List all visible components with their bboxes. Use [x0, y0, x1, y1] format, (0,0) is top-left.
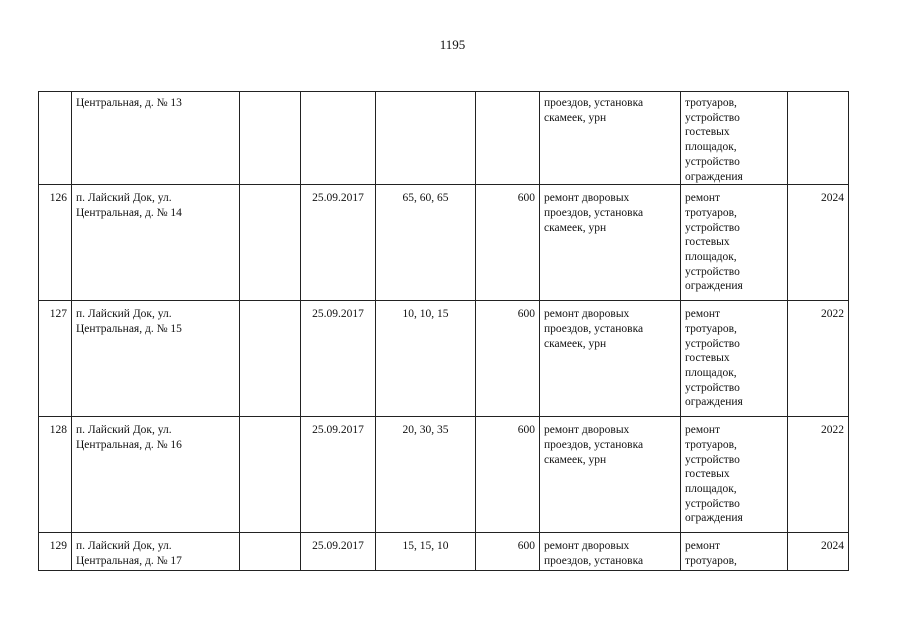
date-value: 25.09.2017 [312, 308, 364, 321]
works-primary-cell [540, 417, 681, 533]
address-line: Центральная, д. № 15 [76, 322, 182, 335]
row-number: 127 [49, 308, 67, 321]
works-secondary-line: тротуаров, [685, 97, 737, 109]
works-secondary-line: тротуаров, [685, 438, 737, 451]
works-primary-line: проездов, установка [544, 206, 644, 219]
works-primary-line: проездов, установка [544, 322, 644, 335]
works-primary-line: проездов, установка [544, 554, 644, 567]
address-line: Центральная, д. № 16 [76, 438, 182, 451]
values-cell [376, 92, 476, 185]
works-secondary-line: гостевых [685, 236, 730, 249]
row-number-cell [39, 185, 72, 301]
works-primary-line: скамеек, урн [544, 111, 607, 124]
table-row [39, 185, 849, 301]
date-cell [301, 185, 376, 301]
address-line: п. Лайский Док, ул. [76, 308, 172, 321]
date-cell [301, 92, 376, 185]
works-primary-line: ремонт дворовых [544, 424, 630, 437]
works-secondary-line: гостевых [685, 468, 730, 481]
works-secondary-line: ограждения [685, 170, 743, 183]
year-cell [788, 533, 849, 571]
address-cell [72, 301, 240, 417]
works-secondary-line: ограждения [685, 512, 743, 525]
values-value: 20, 30, 35 [402, 424, 449, 437]
works-secondary-line: устройство [685, 381, 740, 394]
address-cell [72, 417, 240, 533]
works-secondary-line: устройство [685, 155, 740, 168]
quantity-value: 600 [517, 308, 535, 321]
values-cell [376, 533, 476, 571]
works-secondary-line: тротуаров, [685, 322, 737, 335]
address-cell [72, 185, 240, 301]
quantity-value: 600 [517, 540, 535, 553]
row-number: 128 [49, 424, 67, 437]
row-number-cell [39, 417, 72, 533]
works-secondary-line: устройство [685, 497, 740, 510]
empty-cell [240, 533, 301, 571]
quantity-cell [476, 301, 540, 417]
works-secondary-line: ремонт [685, 540, 721, 553]
year-value: 2022 [821, 308, 844, 321]
year-cell [788, 417, 849, 533]
quantity-cell [476, 92, 540, 185]
year-value: 2024 [821, 540, 844, 553]
year-cell [788, 92, 849, 185]
address-line: п. Лайский Док, ул. [76, 424, 172, 437]
values-value: 15, 15, 10 [402, 540, 449, 553]
works-primary-line: проездов, установка [544, 438, 644, 451]
values-cell [376, 301, 476, 417]
values-cell [376, 417, 476, 533]
works-secondary-line: устройство [685, 453, 740, 466]
works-secondary-line: ограждения [685, 396, 743, 409]
works-secondary-line: устройство [685, 265, 740, 278]
works-primary-cell [540, 533, 681, 571]
works-secondary-cell [681, 185, 788, 301]
year-cell [788, 185, 849, 301]
empty-cell [240, 185, 301, 301]
works-secondary-line: ограждения [685, 280, 743, 293]
quantity-cell [476, 533, 540, 571]
address-line: Центральная, д. № 13 [76, 97, 182, 109]
values-cell [376, 185, 476, 301]
address-line: п. Лайский Док, ул. [76, 192, 172, 205]
works-secondary-line: площадок, [685, 251, 737, 264]
row-number-cell [39, 533, 72, 571]
works-secondary-line: площадок, [685, 367, 737, 380]
works-primary-cell [540, 301, 681, 417]
works-secondary-cell [681, 92, 788, 185]
row-number-cell [39, 92, 72, 185]
date-cell [301, 301, 376, 417]
works-secondary-line: тротуаров, [685, 206, 737, 219]
works-primary-line: проездов, установка [544, 97, 644, 109]
row-number: 129 [49, 540, 67, 553]
date-value: 25.09.2017 [312, 540, 364, 553]
values-value: 65, 60, 65 [402, 192, 449, 205]
empty-cell [240, 417, 301, 533]
quantity-value: 600 [517, 192, 535, 205]
works-secondary-line: площадок, [685, 483, 737, 496]
empty-cell [240, 92, 301, 185]
table-row [39, 533, 849, 571]
row-number-cell [39, 301, 72, 417]
works-secondary-cell [681, 417, 788, 533]
works-primary-line: ремонт дворовых [544, 308, 630, 321]
registry-table [38, 91, 849, 571]
works-secondary-cell [681, 301, 788, 417]
works-secondary-line: ремонт [685, 308, 721, 321]
works-primary-line: ремонт дворовых [544, 540, 630, 553]
table-body [39, 92, 849, 571]
year-value: 2024 [821, 192, 844, 205]
quantity-cell [476, 185, 540, 301]
address-cell [72, 92, 240, 185]
works-secondary-line: ремонт [685, 192, 721, 205]
works-primary-cell [540, 185, 681, 301]
year-cell [788, 301, 849, 417]
works-primary-line: ремонт дворовых [544, 192, 630, 205]
works-primary-line: скамеек, урн [544, 337, 607, 350]
address-line: Центральная, д. № 17 [76, 554, 182, 567]
values-value: 10, 10, 15 [402, 308, 449, 321]
address-line: Центральная, д. № 14 [76, 206, 182, 219]
works-primary-line: скамеек, урн [544, 453, 607, 466]
works-secondary-line: устройство [685, 221, 740, 234]
quantity-value: 600 [517, 424, 535, 437]
date-cell [301, 533, 376, 571]
works-secondary-line: площадок, [685, 141, 737, 154]
page-number: 1195 [439, 37, 466, 52]
table-row [39, 417, 849, 533]
works-secondary-line: гостевых [685, 352, 730, 365]
quantity-cell [476, 417, 540, 533]
works-primary-cell [540, 92, 681, 185]
works-secondary-line: устройство [685, 337, 740, 350]
works-secondary-line: тротуаров, [685, 554, 737, 567]
date-value: 25.09.2017 [312, 192, 364, 205]
works-secondary-line: устройство [685, 111, 740, 124]
works-primary-line: скамеек, урн [544, 221, 607, 234]
date-cell [301, 417, 376, 533]
empty-cell [240, 301, 301, 417]
works-secondary-line: гостевых [685, 126, 730, 139]
table-row [39, 92, 849, 185]
address-line: п. Лайский Док, ул. [76, 540, 172, 553]
table-row [39, 301, 849, 417]
address-cell [72, 533, 240, 571]
date-value: 25.09.2017 [312, 424, 364, 437]
row-number: 126 [49, 192, 67, 205]
year-value: 2022 [821, 424, 844, 437]
works-secondary-line: ремонт [685, 424, 721, 437]
works-secondary-cell [681, 533, 788, 571]
